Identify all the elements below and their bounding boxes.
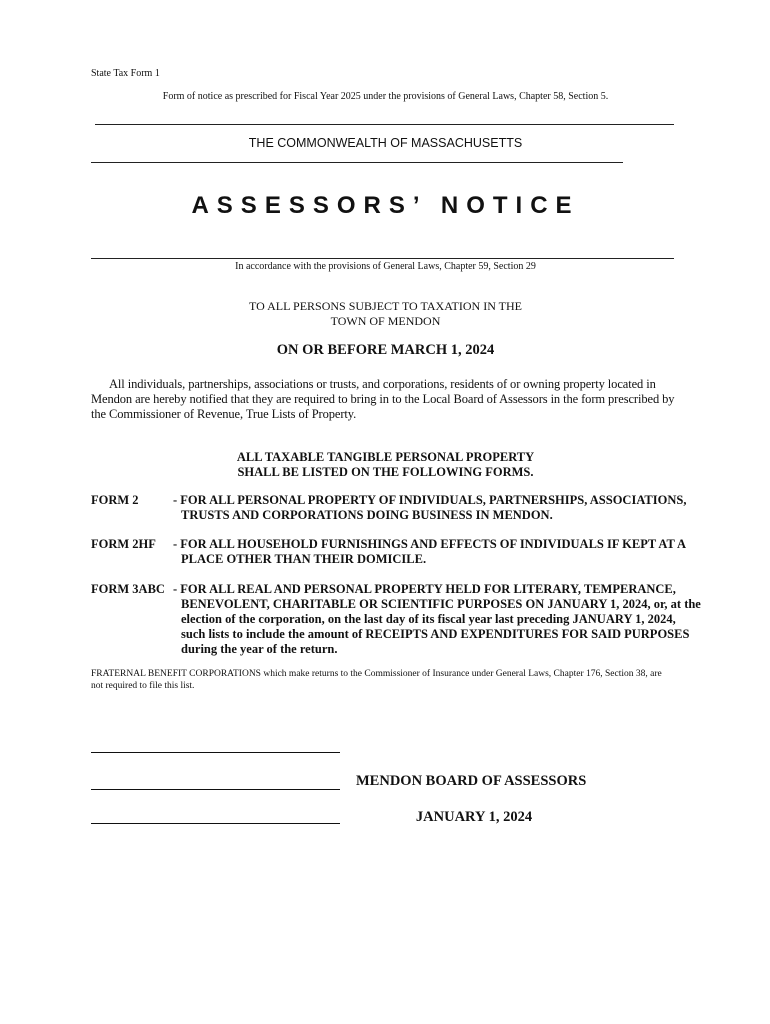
board-name: MENDON BOARD OF ASSESSORS xyxy=(356,773,587,789)
intro-paragraph: All individuals, partnerships, associations or trusts, and corporations, residents of or owning property located in Mendon are hereby notified that they are required to bring in to the Local Board of Assessors in the form prescribed by the Commissioner of Revenue, True Lists of Property. xyxy=(91,377,675,421)
divider-top xyxy=(95,124,674,125)
form-code: FORM 3ABC xyxy=(91,582,165,596)
signature-date: JANUARY 1, 2024 xyxy=(415,809,533,825)
signature-line-1 xyxy=(91,752,340,753)
divider-commonwealth xyxy=(91,162,623,163)
form-code: FORM 2HF xyxy=(91,537,156,551)
prescribed-line: Form of notice as prescribed for Fiscal Year 2025 under the provisions of General Laws, Chapter 58, Section 5. xyxy=(162,91,609,102)
page-title: ASSESSORS’ NOTICE xyxy=(191,192,580,219)
form-id: State Tax Form 1 xyxy=(91,68,160,79)
divider-title xyxy=(91,258,674,259)
form-description: - FOR ALL HOUSEHOLD FURNISHINGS AND EFFECTS OF INDIVIDUALS IF KEPT AT A PLACE OTHER THAN THEIR DOMICILE. xyxy=(173,537,686,566)
signature-line-3 xyxy=(91,823,340,824)
taxable-heading-line-2: SHALL BE LISTED ON THE FOLLOWING FORMS. xyxy=(237,465,534,479)
addressee xyxy=(91,299,680,329)
accordance-line: In accordance with the provisions of General Laws, Chapter 59, Section 29 xyxy=(235,261,536,272)
deadline: ON OR BEFORE MARCH 1, 2024 xyxy=(276,342,495,358)
commonwealth-heading: THE COMMONWEALTH OF MASSACHUSETTS xyxy=(248,136,523,150)
addressee-line-2: TOWN OF MENDON xyxy=(330,314,441,328)
form-description: - FOR ALL PERSONAL PROPERTY OF INDIVIDUALS, PARTNERSHIPS, ASSOCIATIONS, TRUSTS AND CORPORATIONS DOING BUSINESS IN MENDON. xyxy=(173,493,687,522)
form-code: FORM 2 xyxy=(91,493,139,507)
addressee-line-1: TO ALL PERSONS SUBJECT TO TAXATION IN THE xyxy=(249,299,522,313)
taxable-heading xyxy=(91,450,680,480)
signature-line-2 xyxy=(91,789,340,790)
form-description: - FOR ALL REAL AND PERSONAL PROPERTY HELD FOR LITERARY, TEMPERANCE, BENEVOLENT, CHARITABLE OR SCIENTIFIC PURPOSES ON JANUARY 1, 2024, or, at the election of the corporation, on the last day of its fiscal year last preceding JANUARY 1, 2024, such lists to include the amount of RECEIPTS AND EXPENDITURES FOR SAID PURPOSES during the year of the return. xyxy=(173,582,701,656)
taxable-heading-line-1: ALL TAXABLE TANGIBLE PERSONAL PROPERTY xyxy=(236,450,535,464)
fraternal-note: FRATERNAL BENEFIT CORPORATIONS which make returns to the Commissioner of Insurance under General Laws, Chapter 176, Section 38, are not required to file this list. xyxy=(91,669,662,691)
